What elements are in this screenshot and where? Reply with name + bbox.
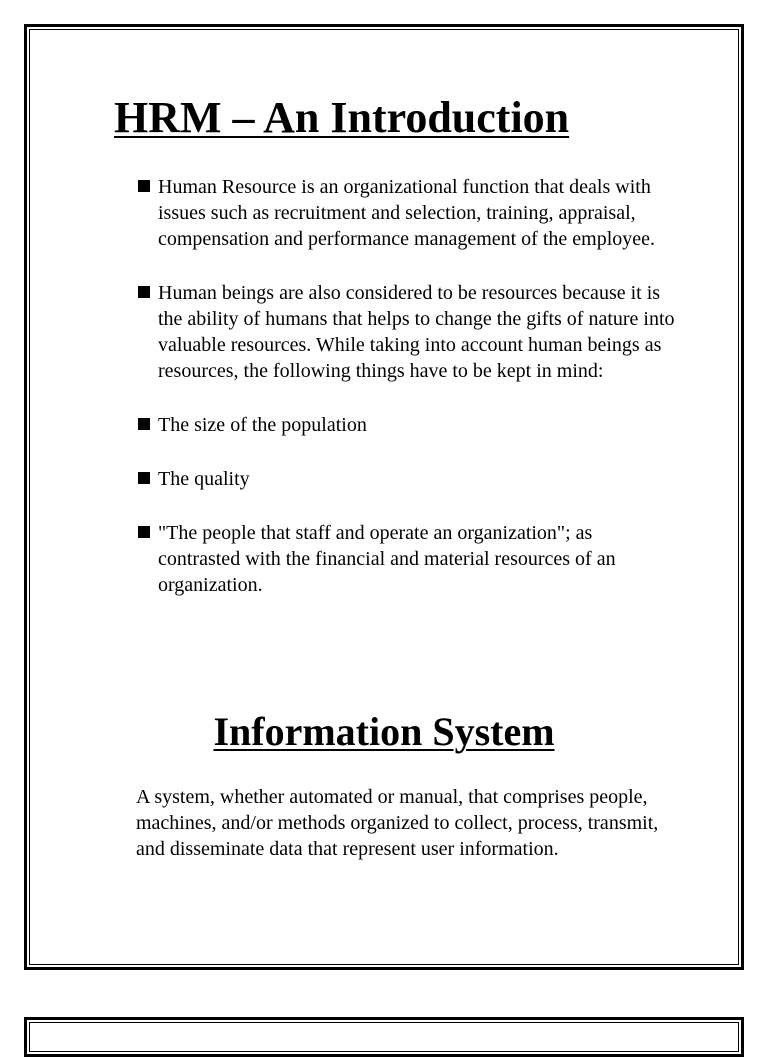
list-item [136, 520, 676, 598]
square-bullet-icon [138, 180, 150, 192]
list-item [136, 280, 676, 384]
square-bullet-icon [138, 418, 150, 430]
square-bullet-icon [138, 472, 150, 484]
list-item-text: The quality [158, 468, 250, 490]
square-bullet-icon [138, 286, 150, 298]
list-item-text: Human beings are also considered to be resources because it is the ability of humans that helps to change the gifts of nature into valuable resources. While taking into account human beings as resources, the following things have to be kept in mind: [158, 282, 675, 382]
page-title: HRM – An Introduction [114, 93, 570, 142]
list-item [136, 174, 676, 252]
square-bullet-icon [138, 526, 150, 538]
list-item [136, 412, 676, 438]
section-heading [0, 704, 768, 760]
section-heading-text: Information System [213, 709, 555, 754]
section-definition: A system, whether automated or manual, that comprises people, machines, and/or methods organized to collect, process, transmit, and disseminate data that represent user information. [136, 786, 659, 860]
list-item [136, 466, 676, 492]
list-item-text: The size of the population [158, 414, 367, 436]
list-item-text: "The people that staff and operate an organization"; as contrasted with the financial and material resources of an organization. [158, 522, 616, 596]
list-item-text: Human Resource is an organizational function that deals with issues such as recruitment and selection, training, appraisal, compensation and performance management of the employee. [158, 176, 656, 250]
next-page-border [24, 1017, 744, 1057]
bullet-list [136, 174, 676, 598]
